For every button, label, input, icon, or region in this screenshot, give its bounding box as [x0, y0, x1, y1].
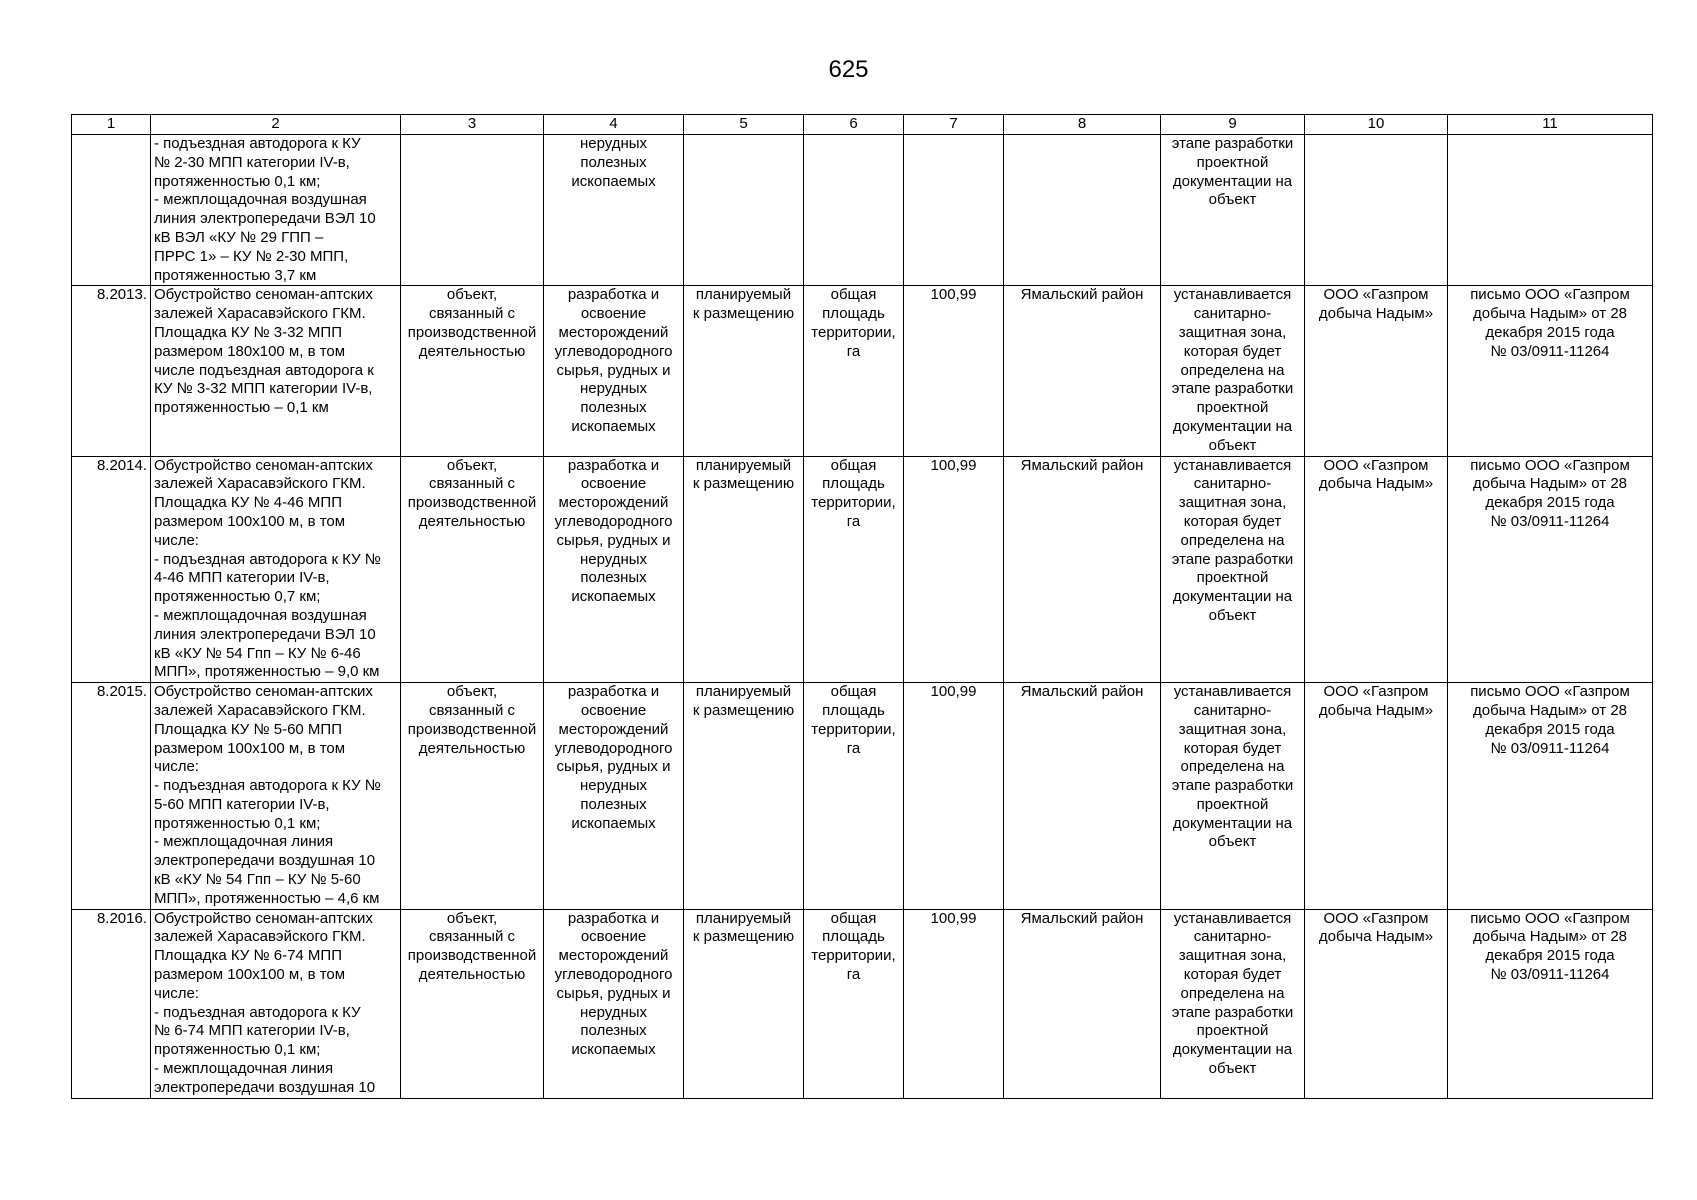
object-name: Обустройство сеноман-аптских залежей Харасавэйского ГКМ. Площадка КУ № 5-60 МПП размером 100х100 м, в том числе: - подъездная автодорога к КУ № 5-60 МПП категории IV-в, протяженностью 0,1 км; - межплощадочная линия электропередачи воздушная 10 кВ «КУ № 54 Гпп – КУ № 5-60 МПП», протяженностью – 4,6 км [151, 683, 401, 910]
object-purpose: разработка и освоение месторождений углеводородного сырья, рудных и нерудных полезных ископаемых [544, 456, 684, 683]
object-name: Обустройство сеноман-аптских залежей Харасавэйского ГКМ. Площадка КУ № 3-32 МПП размером 180х100 м, в том числе подъездная автодорога к КУ № 3-32 МПП категории IV-в, протяженностью – 0,1 км [151, 286, 401, 456]
object-name: Обустройство сеноман-аптских залежей Харасавэйского ГКМ. Площадка КУ № 4-46 МПП размером 100х100 м, в том числе: - подъездная автодорога к КУ № 4-46 МПП категории IV-в, протяженностью 0,7 км; - межплощадочная воздушная линия электропередачи ВЭЛ 10 кВ «КУ № 54 Гпп – КУ № 6-46 МПП», протяженностью – 9,0 км [151, 456, 401, 683]
column-header: 4 [544, 115, 684, 135]
objects-table [71, 114, 1653, 1099]
basis-document: письмо ООО «Газпром добыча Надым» от 28 декабря 2015 года № 03/0911-11264 [1448, 909, 1653, 1098]
column-header: 7 [904, 115, 1004, 135]
object-type: объект, связанный с производственной деятельностью [401, 909, 544, 1098]
row-number: 8.2013. [72, 286, 151, 456]
table-row [72, 135, 1653, 286]
column-header: 2 [151, 115, 401, 135]
table-row [72, 286, 1653, 456]
characteristic: общая площадь территории, га [804, 909, 904, 1098]
characteristic-value: 100,99 [904, 456, 1004, 683]
row-number [72, 135, 151, 286]
characteristic [804, 135, 904, 286]
object-purpose: разработка и освоение месторождений углеводородного сырья, рудных и нерудных полезных ископаемых [544, 683, 684, 910]
location: Ямальский район [1004, 456, 1161, 683]
column-header: 3 [401, 115, 544, 135]
characteristic-value: 100,99 [904, 286, 1004, 456]
column-header: 6 [804, 115, 904, 135]
organization: ООО «Газпром добыча Надым» [1305, 456, 1448, 683]
object-purpose: разработка и освоение месторождений углеводородного сырья, рудных и нерудных полезных ископаемых [544, 286, 684, 456]
object-purpose: нерудных полезных ископаемых [544, 135, 684, 286]
location: Ямальский район [1004, 286, 1161, 456]
page-number: 625 [828, 56, 869, 83]
characteristic: общая площадь территории, га [804, 683, 904, 910]
organization: ООО «Газпром добыча Надым» [1305, 683, 1448, 910]
characteristic: общая площадь территории, га [804, 456, 904, 683]
table-row [72, 909, 1653, 1098]
basis-document: письмо ООО «Газпром добыча Надым» от 28 декабря 2015 года № 03/0911-11264 [1448, 456, 1653, 683]
organization: ООО «Газпром добыча Надым» [1305, 909, 1448, 1098]
basis-document [1448, 135, 1653, 286]
table-row [72, 683, 1653, 910]
object-name: Обустройство сеноман-аптских залежей Харасавэйского ГКМ. Площадка КУ № 6-74 МПП размером 100х100 м, в том числе: - подъездная автодорога к КУ № 6-74 МПП категории IV-в, протяженностью 0,1 км; - межплощадочная линия электропередачи воздушная 10 [151, 909, 401, 1098]
object-status: планируемый к размещению [684, 683, 804, 910]
row-number: 8.2015. [72, 683, 151, 910]
object-purpose: разработка и освоение месторождений углеводородного сырья, рудных и нерудных полезных ископаемых [544, 909, 684, 1098]
object-status: планируемый к размещению [684, 456, 804, 683]
table-header-row [72, 115, 1653, 135]
column-header: 9 [1161, 115, 1305, 135]
row-number: 8.2016. [72, 909, 151, 1098]
characteristic-value [904, 135, 1004, 286]
zone: устанавливается санитарно- защитная зона, которая будет определена на этапе разработки проектной документации на объект [1161, 909, 1305, 1098]
organization: ООО «Газпром добыча Надым» [1305, 286, 1448, 456]
object-type: объект, связанный с производственной деятельностью [401, 683, 544, 910]
organization [1305, 135, 1448, 286]
zone: устанавливается санитарно- защитная зона, которая будет определена на этапе разработки проектной документации на объект [1161, 683, 1305, 910]
zone: устанавливается санитарно- защитная зона, которая будет определена на этапе разработки проектной документации на объект [1161, 286, 1305, 456]
zone: устанавливается санитарно- защитная зона, которая будет определена на этапе разработки проектной документации на объект [1161, 456, 1305, 683]
column-header: 8 [1004, 115, 1161, 135]
location [1004, 135, 1161, 286]
table-row [72, 456, 1653, 683]
characteristic-value: 100,99 [904, 909, 1004, 1098]
object-type: объект, связанный с производственной деятельностью [401, 456, 544, 683]
column-header: 5 [684, 115, 804, 135]
object-status: планируемый к размещению [684, 909, 804, 1098]
zone: этапе разработки проектной документации на объект [1161, 135, 1305, 286]
object-type [401, 135, 544, 286]
location: Ямальский район [1004, 909, 1161, 1098]
object-status [684, 135, 804, 286]
basis-document: письмо ООО «Газпром добыча Надым» от 28 декабря 2015 года № 03/0911-11264 [1448, 683, 1653, 910]
object-status: планируемый к размещению [684, 286, 804, 456]
location: Ямальский район [1004, 683, 1161, 910]
row-number: 8.2014. [72, 456, 151, 683]
column-header: 11 [1448, 115, 1653, 135]
characteristic: общая площадь территории, га [804, 286, 904, 456]
column-header: 10 [1305, 115, 1448, 135]
object-type: объект, связанный с производственной деятельностью [401, 286, 544, 456]
characteristic-value: 100,99 [904, 683, 1004, 910]
object-name: - подъездная автодорога к КУ № 2-30 МПП категории IV-в, протяженностью 0,1 км; - межплощадочная воздушная линия электропередачи ВЭЛ 10 кВ ВЭЛ «КУ № 29 ГПП – ПРРС 1» – КУ № 2-30 МПП, протяженностью 3,7 км [151, 135, 401, 286]
basis-document: письмо ООО «Газпром добыча Надым» от 28 декабря 2015 года № 03/0911-11264 [1448, 286, 1653, 456]
column-header: 1 [72, 115, 151, 135]
